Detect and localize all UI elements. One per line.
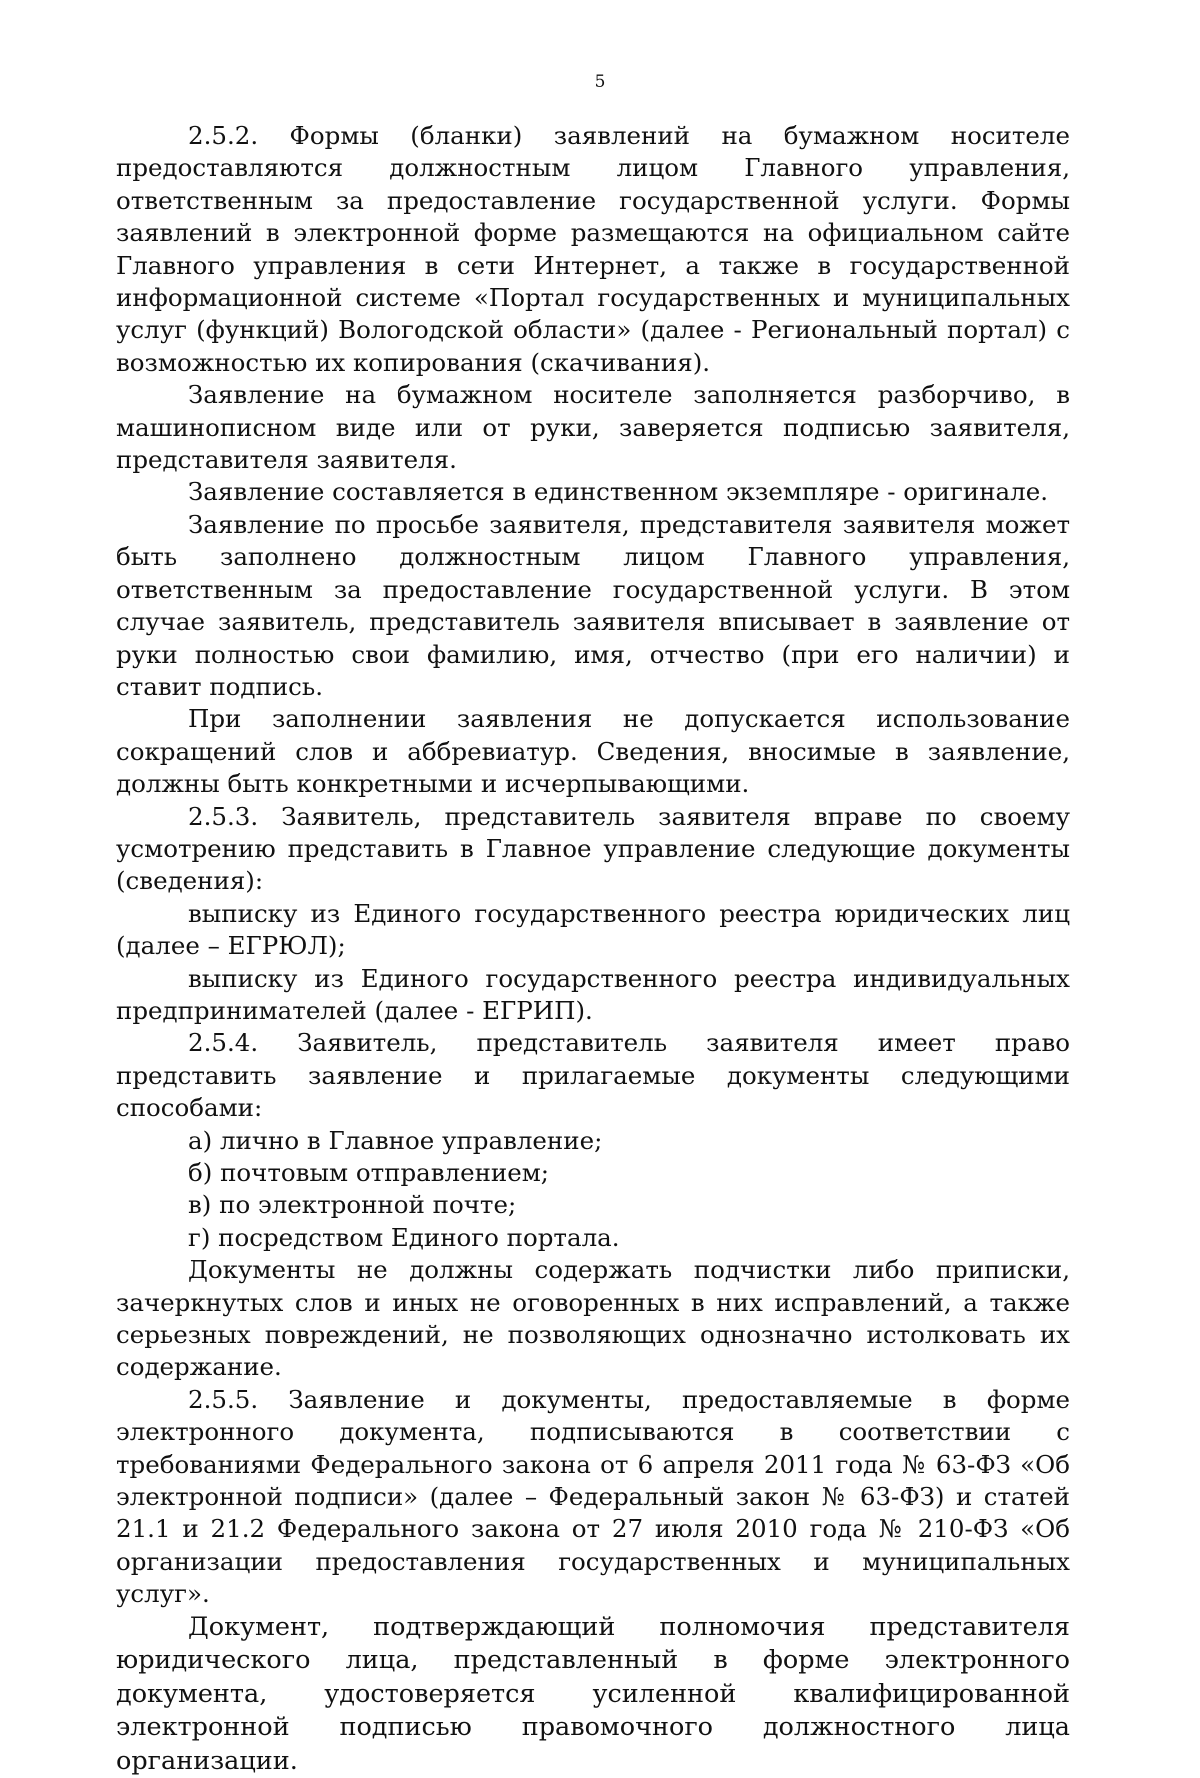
paragraph-egrul: выписку из Единого государственного реестра юридических лиц (далее – ЕГРЮЛ); xyxy=(116,898,1070,961)
paragraph-filled-by-official: Заявление по просьбе заявителя, представителя заявителя может быть заполнено должностным лицом Главного управления, ответственным за предоставление государственной услуги. В этом случае заявитель, представитель заявителя вписывает в заявление от руки полностью свои фамилию, имя, отчество (при его наличии) и ставит подпись. xyxy=(116,509,1070,701)
paragraph-2-5-3: 2.5.3. Заявитель, представитель заявителя вправе по своему усмотрению представить в Главное управление следующие документы (сведения): xyxy=(116,801,1070,896)
list-item-d: г) посредством Единого портала. xyxy=(188,1222,620,1252)
page-number: 5 xyxy=(594,72,606,92)
paragraph-authority-document: Документ, подтверждающий полномочия представителя юридического лица, представленный в форме электронного документа, удостоверяется усиленной квалифицированной электронной подписью правомочного должностного лица организации. xyxy=(116,1611,1070,1776)
list-item-c: в) по электронной почте; xyxy=(188,1190,517,1220)
paragraph-2-5-5: 2.5.5. Заявление и документы, предоставляемые в форме электронного документа, подписываются в соответствии с требованиями Федерального закона от 6 апреля 2011 года № 63-ФЗ «Об электронной подписи» (далее – Федеральный закон № 63-ФЗ) и статей 21.1 и 21.2 Федерального закона от 27 июля 2010 года № 210-ФЗ «Об организации предоставления государственных и муниципальных услуг». xyxy=(116,1384,1070,1609)
paragraph-no-corrections: Документы не должны содержать подчистки либо приписки, зачеркнутых слов и иных не оговоренных в них исправлений, а также серьезных повреждений, не позволяющих однозначно истолковать их содержание. xyxy=(116,1255,1070,1382)
paragraph-no-abbreviations: При заполнении заявления не допускается использование сокращений слов и аббревиатур. Сведения, вносимые в заявление, должны быть конкретными и исчерпывающими. xyxy=(116,704,1070,799)
list-item-a: а) лично в Главное управление; xyxy=(188,1125,603,1155)
paragraph-2-5-4: 2.5.4. Заявитель, представитель заявителя имеет право представить заявление и прилагаемые документы следующими способами: xyxy=(116,1028,1070,1123)
document-body xyxy=(116,120,1070,1778)
paragraph-single-copy: Заявление составляется в единственном экземпляре - оригинале. xyxy=(188,477,1049,507)
paragraph-application-paper: Заявление на бумажном носителе заполняется разборчиво, в машинописном виде или от руки, заверяется подписью заявителя, представителя заявителя. xyxy=(116,380,1070,475)
list-item-b: б) почтовым отправлением; xyxy=(188,1158,550,1187)
paragraph-2-5-2: 2.5.2. Формы (бланки) заявлений на бумажном носителе предоставляются должностным лицом Главного управления, ответственным за предоставление государственной услуги. Формы заявлений в электронной форме размещаются на официальном сайте Главного управления в сети Интернет, а также в государственной информационной системе «Портал государственных и муниципальных услуг (функций) Вологодской области» (далее - Региональный портал) с возможностью их копирования (скачивания). xyxy=(116,121,1070,377)
paragraph-egrip: выписку из Единого государственного реестра индивидуальных предпринимателей (далее - ЕГРИП). xyxy=(116,963,1070,1025)
